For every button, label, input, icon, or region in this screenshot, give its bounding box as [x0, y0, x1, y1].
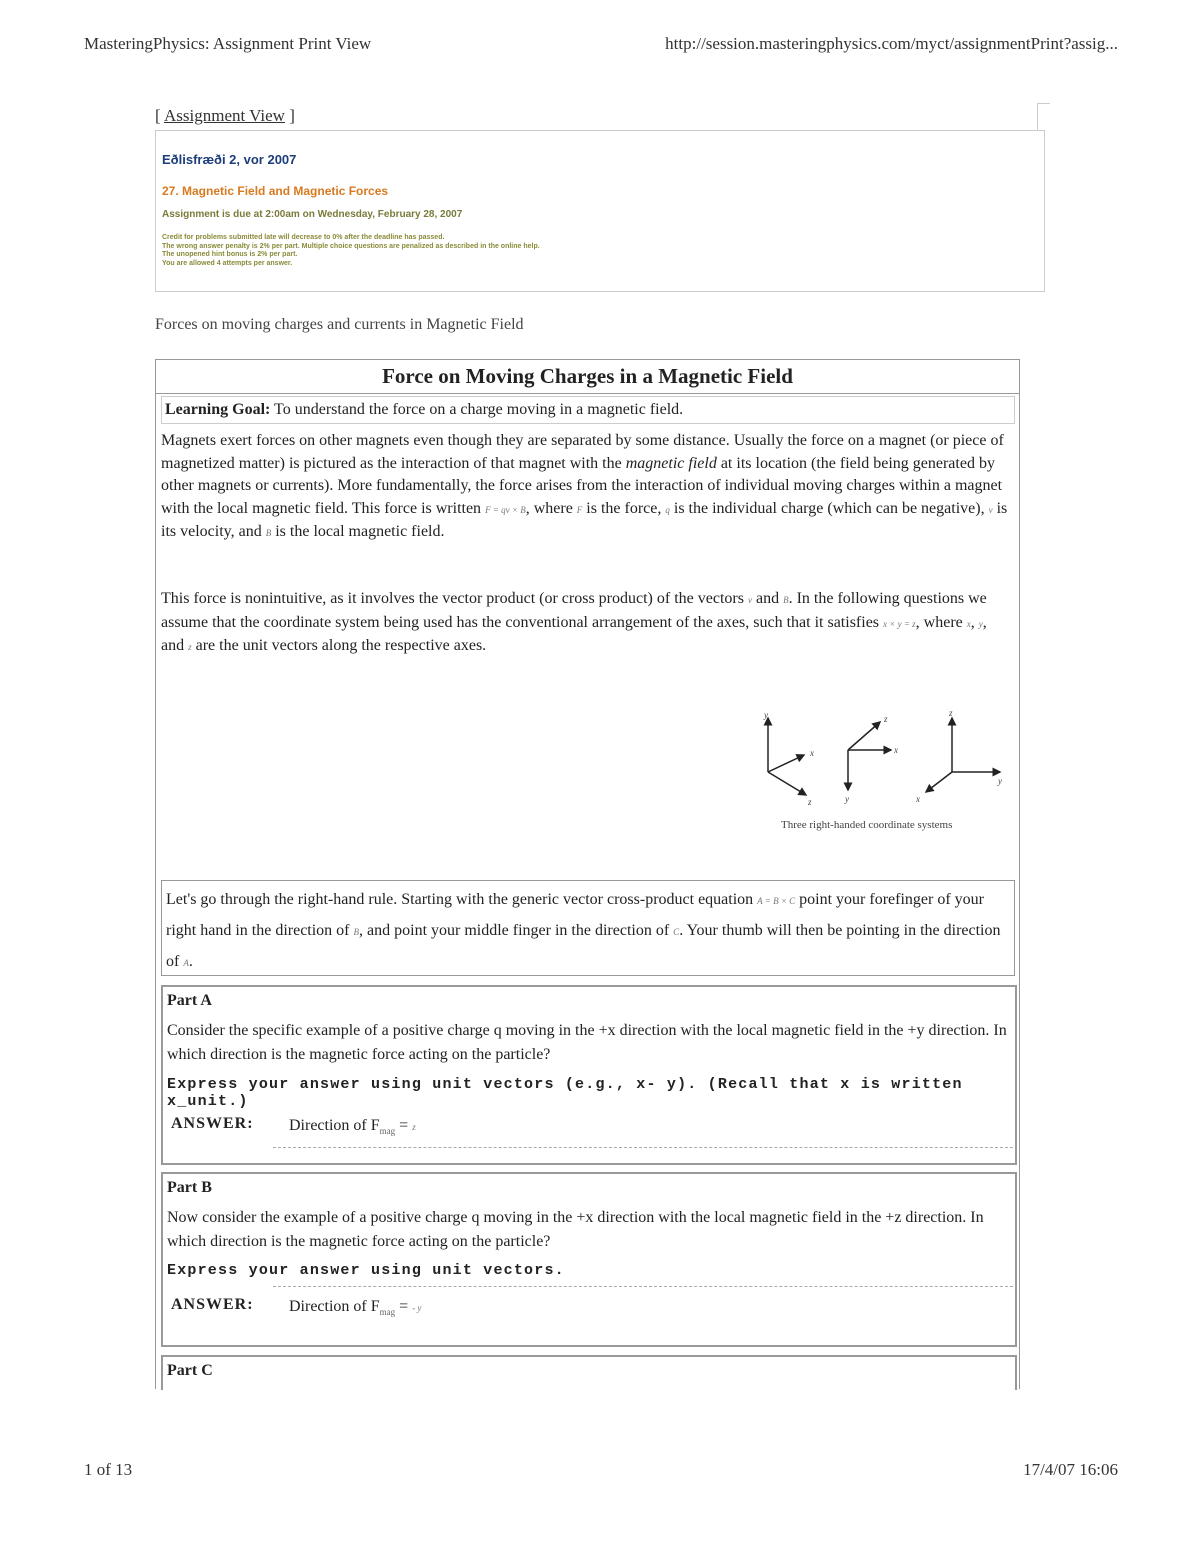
print-timestamp: 17/4/07 16:06 [1023, 1460, 1118, 1479]
part-c [161, 1355, 1017, 1390]
right-hand-rule-box: Let's go through the right-hand rule. Starting with the generic vector cross-product equation A = B × C point your forefinger of your right hand in the direction of B, and point your middle finger in the direction of C. Your thumb will then be pointing in the direction of A. [161, 880, 1015, 976]
policy-list [162, 234, 540, 268]
policy-item: The wrong answer penalty is 2% per part. Multiple choice questions are penalized as described in the online help. [162, 242, 540, 250]
assignment-subtitle: Forces on moving charges and currents in Magnetic Field [155, 316, 524, 333]
axis-label-y: y [764, 710, 768, 720]
part-title: Part A [167, 992, 212, 1009]
part-title: Part B [167, 1179, 212, 1196]
axis-label-x: x [916, 794, 920, 804]
assignment-view-nav [155, 106, 295, 126]
assignment-view-link[interactable]: Assignment View [163, 106, 285, 125]
axis-label-y: y [998, 776, 1002, 786]
chapter-title: 27. Magnetic Field and Magnetic Forces [162, 184, 389, 198]
unit-vector-equation: x × y = z [883, 618, 916, 629]
page-number: 1 of 13 [84, 1460, 133, 1479]
problem-title: Force on Moving Charges in a Magnetic Field [156, 360, 1019, 394]
magnetic-field-term: magnetic field [625, 454, 717, 472]
part-title: Part C [167, 1362, 213, 1379]
assignment-info-box [155, 130, 1045, 292]
bracket-open: [ [155, 106, 164, 125]
axis-label-x: x [894, 745, 898, 755]
answer-field[interactable]: Direction of $F_{mag}$ = - y [289, 1298, 422, 1318]
policy-item: Credit for problems submitted late will decrease to 0% after the deadline has passed. [162, 234, 445, 241]
part-question: Consider the specific example of a positive charge q moving in the +x direction with the local magnetic field in the +y direction. In which direction is the magnetic force acting on the particle? [167, 1022, 1007, 1063]
cross-product-paragraph: This force is nonintuitive, as it involves the vector product (or cross product) of the vectors v and B. In the following questions we assume that the coordinate system being used has the conventional arrangement of the axes, such that it satisfies x × y = z, where x, y, and z are the unit vectors along the respective axes. [161, 590, 987, 654]
answer-label: ANSWER: [171, 1115, 254, 1132]
policy-item: The unopened hint bonus is 2% per part. [162, 251, 298, 258]
answer-value-b: - y [412, 1303, 422, 1313]
figure-caption: Three right-handed coordinate systems [781, 819, 953, 831]
bracket-close: ] [284, 106, 295, 125]
learning-goal-text: To understand the force on a charge moving in a magnetic field. [270, 401, 684, 418]
dashed-divider [273, 1286, 1013, 1287]
axis-label-y: y [845, 794, 849, 804]
due-date: Assignment is due at 2:00am on Wednesday, February 28, 2007 [162, 209, 463, 220]
page-header-url: http://session.masteringphysics.com/myct/assignmentPrint?assig... [665, 34, 1118, 53]
part-a [161, 985, 1017, 1165]
axis-label-z: z [949, 710, 953, 718]
answer-field[interactable]: Direction of $F_{mag} = z$ [289, 1117, 416, 1137]
axis-label-z: z [808, 797, 812, 807]
answer-value-a: z [412, 1122, 416, 1132]
dashed-divider [273, 1147, 1013, 1148]
coordinate-system-3 [926, 718, 1000, 792]
force-equation: F = qv × B [485, 504, 526, 515]
coordinate-system-2 [848, 722, 891, 790]
axis-label-z: z [884, 714, 888, 724]
intro-paragraph: Magnets exert forces on other magnets even though they are separated by some distance. Usually the force on a magnet (or piece of magnetized matter) is pictured as the interaction of that magnet with the magnetic field at its location (the field being generated by other magnets or currents). More fundamentally, the force arises from the interaction of individual moving charges within a magnet with the local magnetic field. This force is written F = qv × B, where F is the force, q is the individual charge (which can be negative), v is its velocity, and B is the local magnetic field. [161, 432, 1008, 540]
problem-box [155, 359, 1020, 1389]
page-header-title: MasteringPhysics: Assignment Print View [84, 34, 372, 53]
policy-item: You are allowed 4 attempts per answer. [162, 259, 293, 267]
answer-label: ANSWER: [171, 1296, 254, 1313]
part-b [161, 1172, 1017, 1347]
corner-decoration [1037, 103, 1050, 130]
axis-label-x: x [810, 748, 814, 758]
part-question: Now consider the example of a positive charge q moving in the +x direction with the local magnetic field in the +z direction. In which direction is the magnetic force acting on the particle? [167, 1209, 984, 1250]
course-name: Eðlisfræði 2, vor 2007 [162, 152, 297, 167]
part-instruction: Express your answer using unit vectors (e.g., x- y). (Recall that x is written x_unit.) [167, 1076, 963, 1110]
coordinate-systems-figure [756, 710, 1006, 830]
part-instruction: Express your answer using unit vectors. [167, 1262, 565, 1279]
coordinate-system-1 [768, 718, 806, 795]
learning-goal [161, 396, 1015, 424]
cross-product-equation: A = B × C [757, 896, 796, 906]
learning-goal-label: Learning Goal: [165, 401, 271, 418]
